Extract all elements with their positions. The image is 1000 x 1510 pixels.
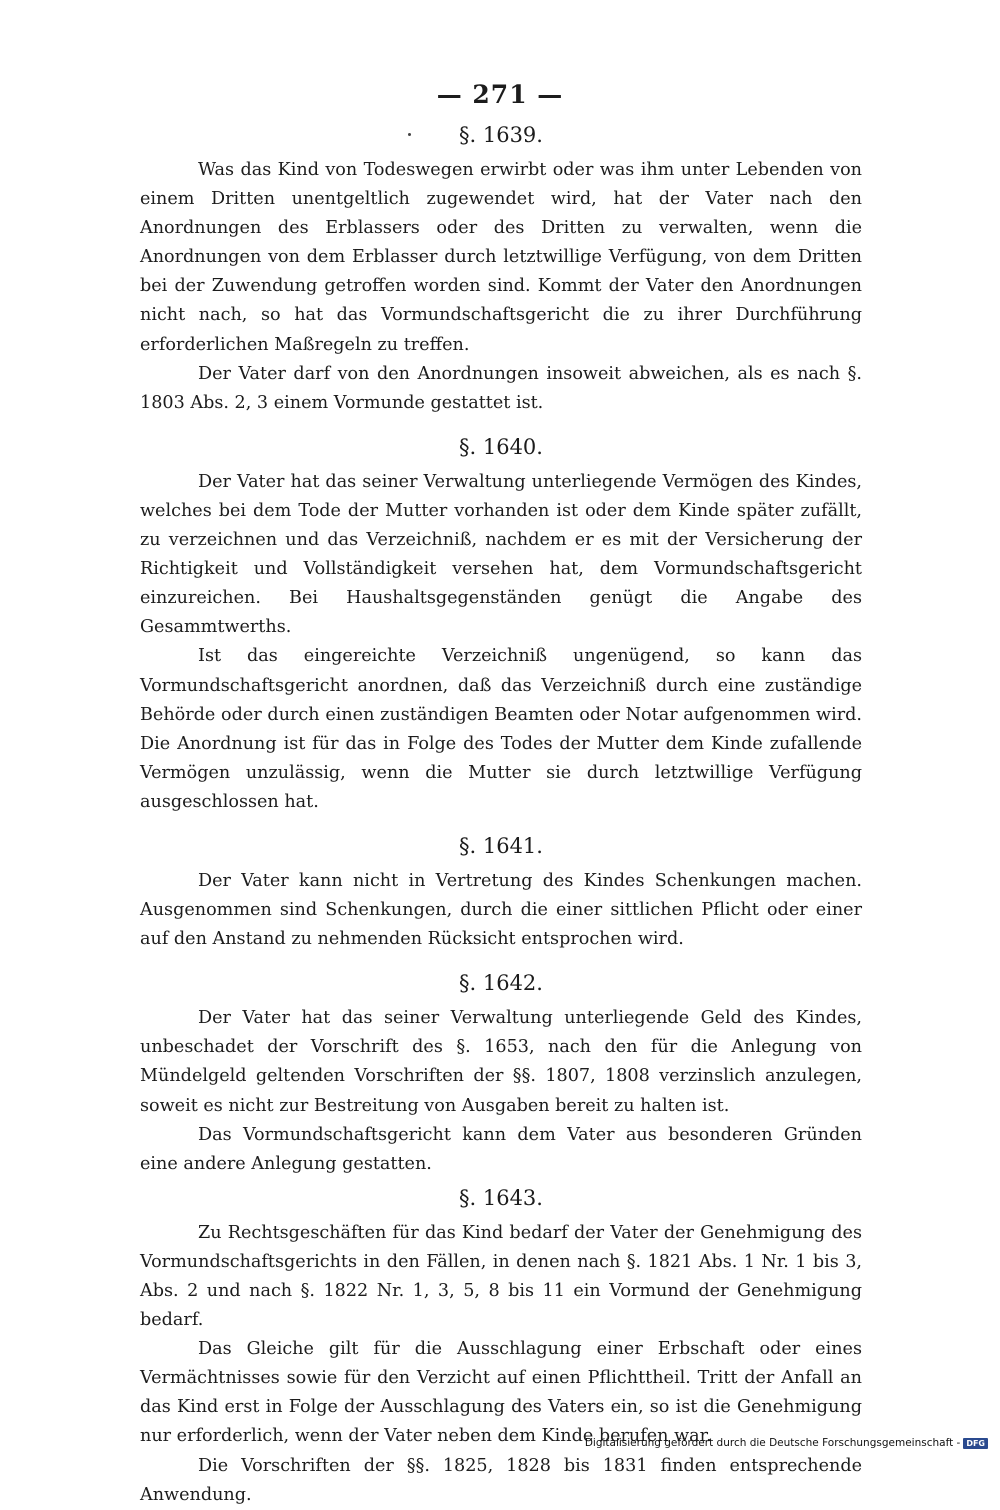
section-heading: §. 1640. xyxy=(459,434,543,459)
dfg-logo: DFG xyxy=(963,1438,988,1449)
section-heading: §. 1639. xyxy=(459,123,543,147)
paragraph: Der Vater darf von den Anordnungen insoweit abweichen, als es nach §. 1803 Abs. 2, 3 einem Vormunde gestattet ist. xyxy=(140,363,862,413)
paragraph: Die Vorschriften der §§. 1825, 1828 bis 1831 finden entsprechende Anwendung. xyxy=(140,1455,862,1505)
paragraph: Das Vormundschaftsgericht kann dem Vater aus besonderen Gründen eine andere Anlegung gestatten. xyxy=(140,1124,862,1174)
paragraph: Der Vater kann nicht in Vertretung des Kindes Schenkungen machen. Ausgenommen sind Schenkungen, durch die einer sittlichen Pflicht oder einer auf den Anstand zu nehmenden Rücksicht entsprochen wird. xyxy=(140,870,862,950)
section-1641 xyxy=(140,831,862,954)
section-heading: §. 1641. xyxy=(459,833,543,858)
section-1642 xyxy=(140,968,862,1179)
digitization-credit xyxy=(585,1437,988,1449)
paragraph: Ist das eingereichte Verzeichniß ungenügend, so kann das Vormundschaftsgericht anordnen, daß das Verzeichniß durch eine zuständige Behörde oder durch einen zuständigen Beamten oder Notar aufgenommen wird. Die Anordnung ist für das in Folge des Todes der Mutter dem Kinde zufallende Vermögen unzulässig, wenn die Mutter sie durch letztwillige Verfügung ausgeschlossen hat. xyxy=(140,646,862,812)
section-1640 xyxy=(140,432,862,817)
section-heading: §. 1642. xyxy=(459,971,543,996)
section-1643 xyxy=(140,1183,862,1510)
paragraph: Zu Rechtsgeschäften für das Kind bedarf der Vater der Genehmigung des Vormundschaftsgerichts in den Fällen, in denen nach §. 1821 Abs. 1 Nr. 1 bis 3, Abs. 2 und nach §. 1822 Nr. 1, 3, 5, 8 bis 11 ein Vormund der Genehmigung bedarf. xyxy=(140,1222,862,1331)
section-1639 xyxy=(140,120,862,418)
paragraph: Der Vater hat das seiner Verwaltung unterliegende Vermögen des Kindes, welches bei dem Tode der Mutter vorhanden ist oder dem Kinde später zufällt, zu verzeichnen und das Verzeichniß, nachdem er es mit der Versicherung der Richtigkeit und Vollständigkeit versehen hat, dem Vormundschaftsgericht einzureichen. Bei Haushaltsgegenständen genügt die Angabe des Gesammtwerths. xyxy=(140,471,862,638)
paragraph: Das Gleiche gilt für die Ausschlagung einer Erbschaft oder eines Vermächtnisses sowie für den Verzicht auf einen Pflichttheil. Tritt der Anfall an das Kind erst in Folge der Ausschlagung des Vaters ein, so ist die Genehmigung nur erforderlich, wenn der Vater neben dem Kinde berufen war. xyxy=(140,1339,862,1447)
paragraph: Was das Kind von Todeswegen erwirbt oder was ihm unter Lebenden von einem Dritten unentgeltlich zugewendet wird, hat der Vater nach den Anordnungen des Erblassers oder des Dritten zu verwalten, wenn die Anordnungen von dem Erblasser durch letztwillige Verfügung, von dem Dritten bei der Zuwendung getroffen worden sind. Kommt der Vater den Anordnungen nicht nach, so hat das Vormundschaftsgericht die zu ihrer Durchführung erforderlichen Maßregeln zu treffen. xyxy=(140,160,862,355)
document-body xyxy=(140,120,862,1510)
paragraph: Der Vater hat das seiner Verwaltung unterliegende Geld des Kindes, unbeschadet der Vorschrift des §. 1653, nach den für die Anlegung von Mündelgeld geltenden Vorschriften der §§. 1807, 1808 verzinslich anzulegen, soweit es nicht zur Bestreitung von Ausgaben bereit zu halten ist. xyxy=(140,1008,862,1116)
page-number: — 271 — xyxy=(436,80,564,109)
section-heading: §. 1643. xyxy=(459,1185,543,1210)
credit-text: Digitalisierung gefördert durch die Deutsche Forschungsgemeinschaft - xyxy=(584,1437,961,1449)
